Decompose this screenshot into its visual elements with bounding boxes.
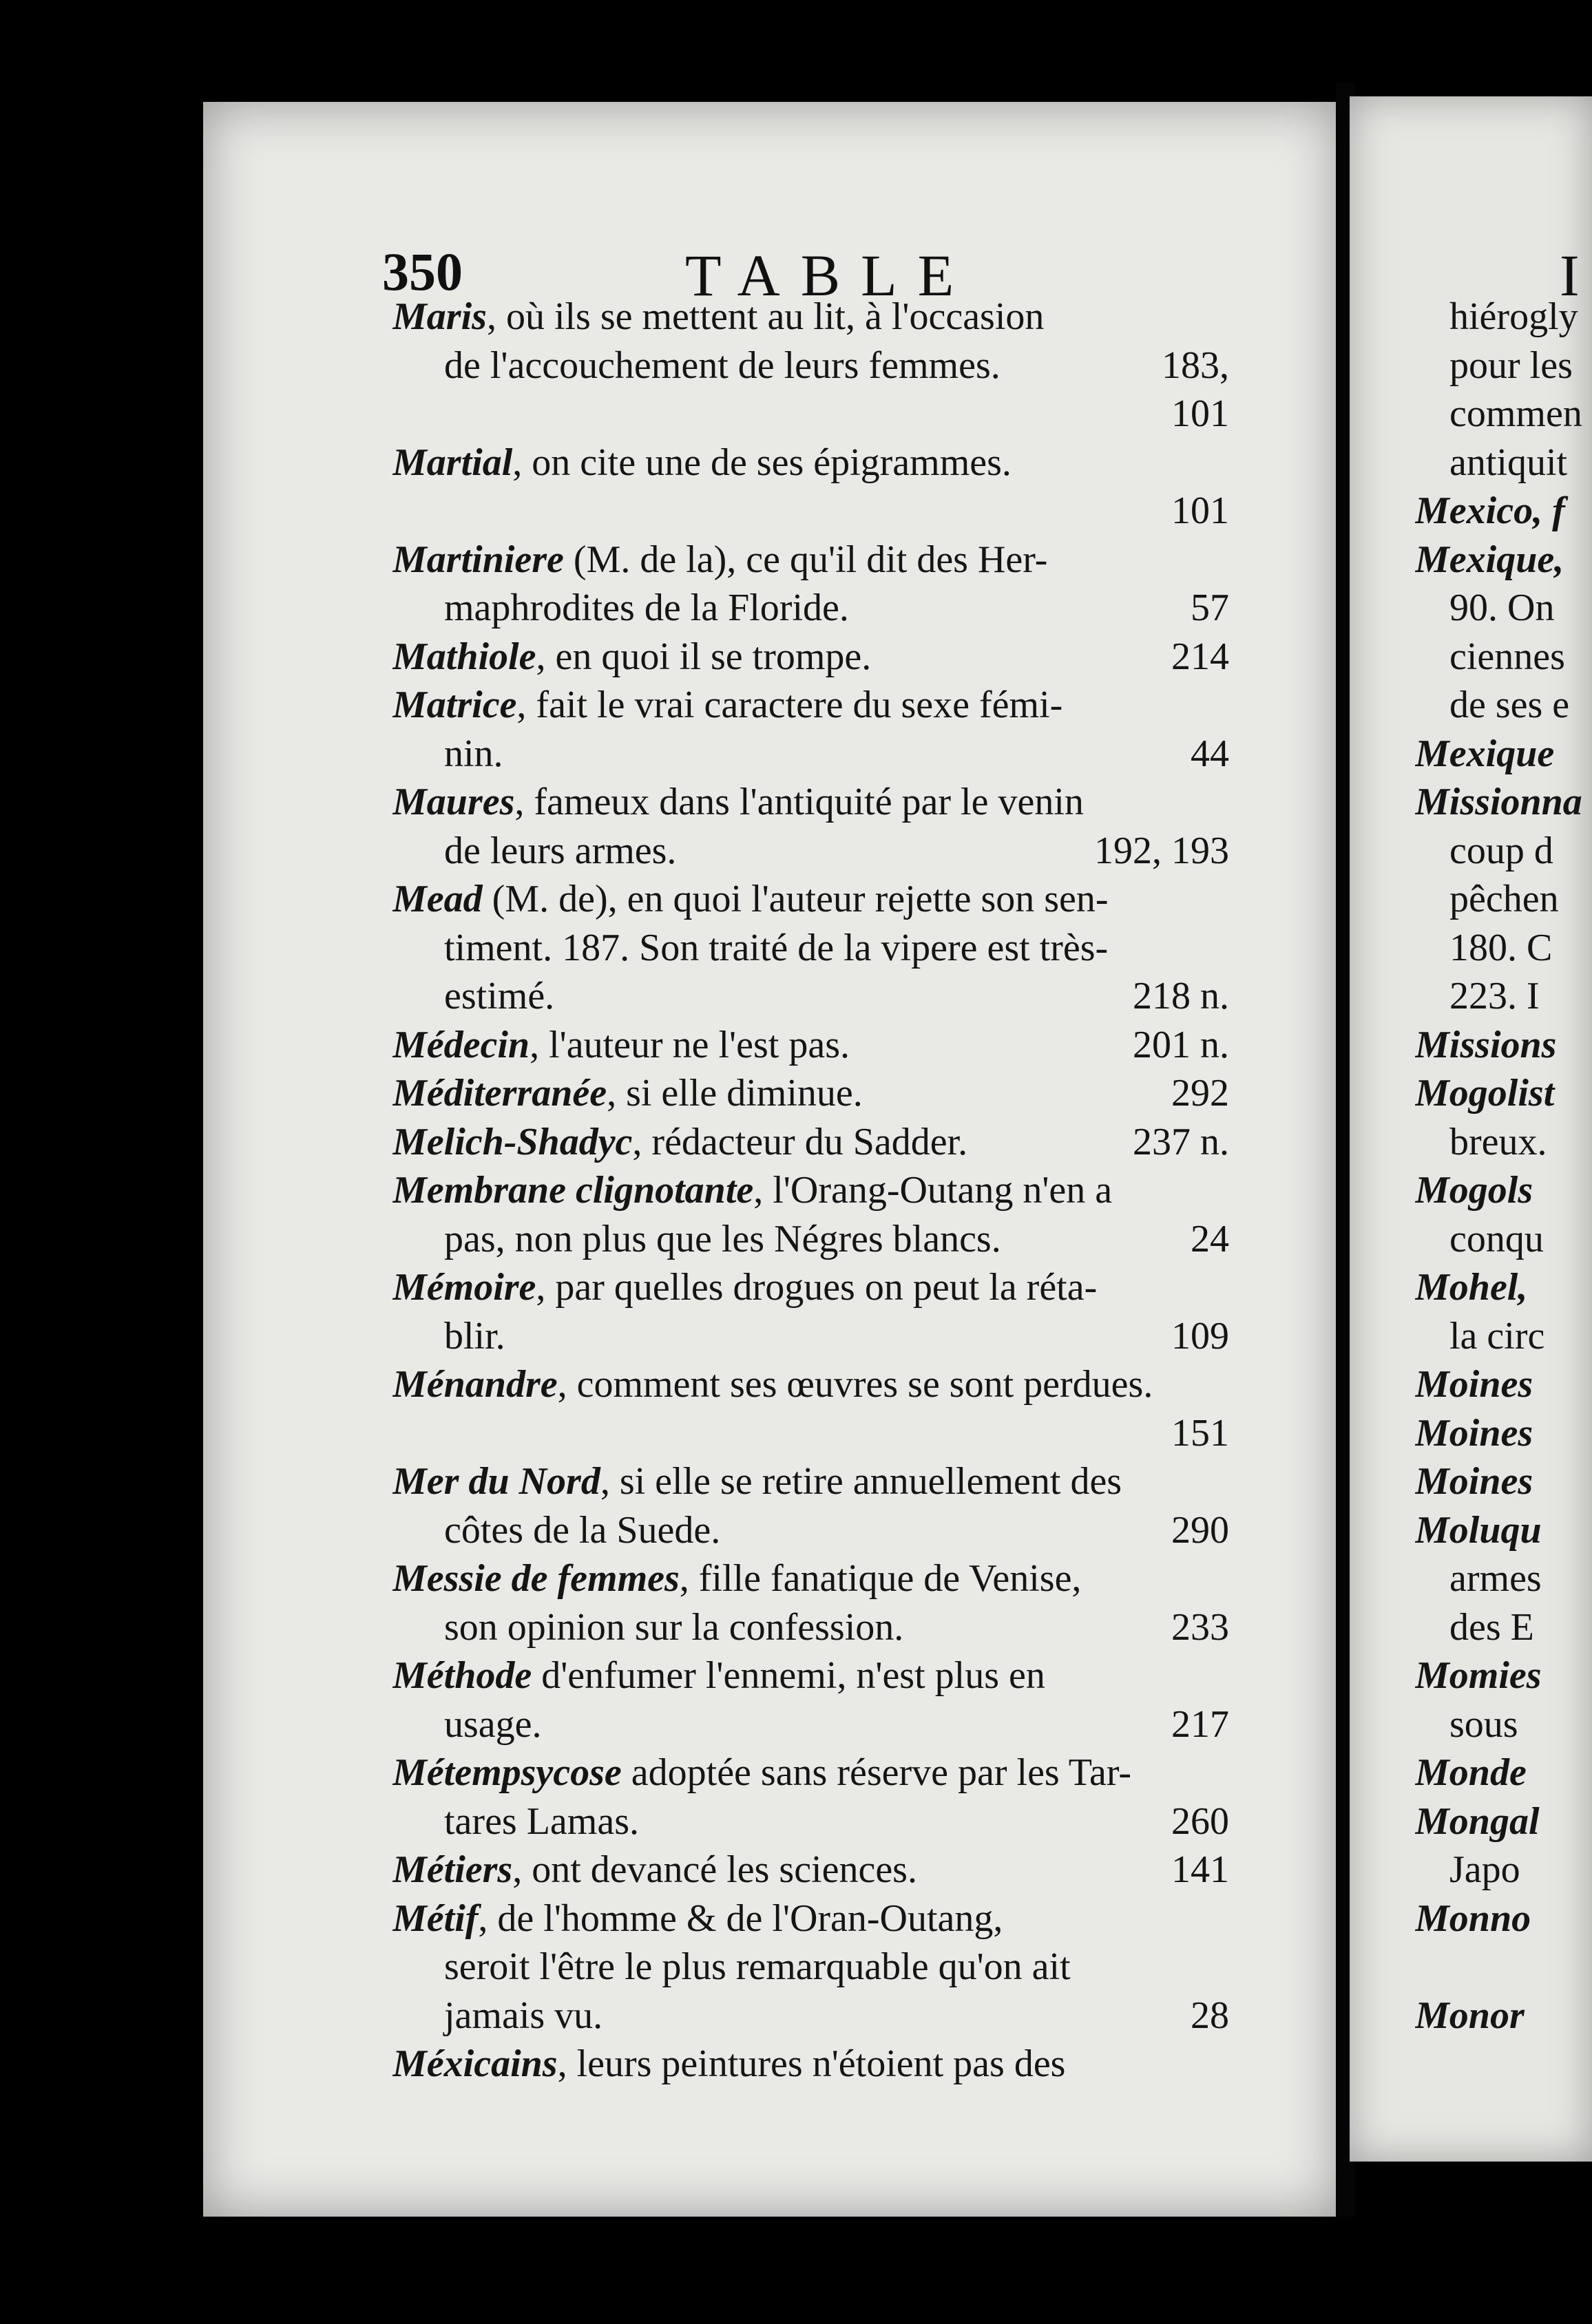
entry-page-ref: 217 bbox=[1171, 1702, 1229, 1746]
right-page-line: antiquit bbox=[1449, 441, 1568, 484]
index-line bbox=[392, 1603, 1229, 1652]
index-line bbox=[392, 293, 1229, 341]
index-line bbox=[392, 1749, 1229, 1797]
right-page-line: des E bbox=[1449, 1605, 1534, 1649]
right-page-line: pêchen bbox=[1449, 878, 1559, 920]
right-page-line bbox=[1415, 1943, 1592, 1992]
index-line bbox=[392, 1651, 1229, 1700]
entry-page-ref: 101 bbox=[1171, 392, 1229, 435]
entry-text: , on cite une de ses épigrammes. bbox=[512, 441, 1012, 484]
entry-text: , leurs peintures n'étoient pas des bbox=[557, 2042, 1066, 2085]
entry-headword: Ménandre bbox=[392, 1363, 558, 1406]
index-line bbox=[392, 875, 1229, 924]
right-page-line: 90. On bbox=[1449, 587, 1555, 629]
right-page-line: Moines bbox=[1415, 1363, 1533, 1406]
entry-text: , où ils se mettent au lit, à l'occasion bbox=[486, 295, 1045, 338]
right-page-running-title: I bbox=[1560, 242, 1580, 308]
index-line bbox=[392, 439, 1229, 487]
entry-page-ref: 260 bbox=[1171, 1799, 1229, 1843]
entry-headword: Matrice bbox=[392, 684, 517, 726]
entry-headword: Médecin bbox=[392, 1023, 530, 1066]
index-line bbox=[392, 827, 1229, 876]
right-page-line: armes bbox=[1449, 1557, 1542, 1600]
entry-headword: Métiers bbox=[392, 1848, 513, 1891]
entry-page-ref: 237 n. bbox=[1133, 1120, 1229, 1163]
index-entries bbox=[392, 293, 1229, 2089]
right-page-line: Mogols bbox=[1415, 1169, 1533, 1212]
index-line bbox=[392, 1797, 1229, 1846]
entry-headword: Membrane clignotante bbox=[392, 1169, 754, 1212]
right-page-line: pour les bbox=[1449, 344, 1573, 387]
entry-text: son opinion sur la confession. bbox=[444, 1605, 904, 1649]
right-page-line: Moines bbox=[1415, 1411, 1533, 1455]
right-page-line: coup d bbox=[1449, 829, 1553, 872]
page-number: 350 bbox=[382, 242, 463, 302]
right-page-line: Moines bbox=[1415, 1460, 1533, 1503]
entry-page-ref: 109 bbox=[1171, 1314, 1229, 1358]
entry-text: , comment ses œuvres se sont perdues. bbox=[557, 1363, 1153, 1406]
entry-text: timent. 187. Son traité de la vipere est très- bbox=[444, 926, 1109, 969]
right-page-line: Mexique bbox=[1415, 732, 1555, 775]
index-line bbox=[392, 1021, 1229, 1070]
entry-text: jamais vu. bbox=[444, 1994, 603, 2037]
entry-text: de leurs armes. bbox=[444, 829, 677, 872]
entry-headword: Messie de femmes bbox=[392, 1557, 680, 1600]
entry-text: tares Lamas. bbox=[444, 1799, 639, 1843]
right-page-line: Mogolist bbox=[1415, 1072, 1555, 1115]
index-line bbox=[392, 778, 1229, 827]
right-page-line: 223. I bbox=[1449, 975, 1540, 1017]
entry-text: , si elle se retire annuellement des bbox=[600, 1460, 1122, 1503]
index-line bbox=[392, 584, 1229, 633]
right-page-line: Missions bbox=[1415, 1023, 1557, 1066]
right-page-line: Japo bbox=[1449, 1848, 1520, 1891]
right-page-line: Monno bbox=[1415, 1897, 1531, 1940]
entry-headword: Mathiole bbox=[392, 635, 536, 678]
index-line bbox=[392, 536, 1229, 584]
entry-text: , fille fanatique de Venise, bbox=[679, 1557, 1082, 1600]
entry-headword: Martial bbox=[392, 441, 513, 484]
entry-text: , l'Orang-Outang n'en a bbox=[753, 1169, 1113, 1212]
entry-page-ref: 218 n. bbox=[1133, 975, 1229, 1017]
entry-text: estimé. bbox=[444, 975, 555, 1017]
entry-headword: Méditerranée bbox=[392, 1072, 607, 1115]
entry-text: , fait le vrai caractere du sexe fémi- bbox=[516, 684, 1063, 726]
entry-text: maphrodites de la Floride. bbox=[444, 587, 849, 629]
right-page-line: ciennes bbox=[1449, 635, 1565, 678]
right-page-line: Mexico, f bbox=[1415, 489, 1565, 532]
entry-text: seroit l'être le plus remarquable qu'on ait bbox=[444, 1945, 1071, 1988]
right-page-line: Mohel, bbox=[1415, 1266, 1528, 1309]
entry-headword: Mer du Nord bbox=[392, 1460, 600, 1503]
right-page-line: Monor bbox=[1415, 1994, 1525, 2037]
index-line bbox=[392, 1166, 1229, 1215]
entry-headword: Maures bbox=[392, 781, 515, 823]
entry-text: , l'auteur ne l'est pas. bbox=[530, 1023, 850, 1066]
right-page-line: conqu bbox=[1449, 1217, 1544, 1260]
entry-text: d'enfumer l'ennemi, n'est plus en bbox=[532, 1654, 1045, 1697]
entry-text: , en quoi il se trompe. bbox=[536, 635, 872, 678]
entry-page-ref: 57 bbox=[1191, 587, 1229, 629]
index-line bbox=[392, 924, 1229, 973]
entry-headword: Martiniere bbox=[392, 538, 564, 581]
right-page-line: commen bbox=[1449, 392, 1582, 435]
index-line bbox=[392, 1700, 1229, 1749]
index-line bbox=[392, 1846, 1229, 1894]
right-page-line: Mongal bbox=[1415, 1799, 1540, 1843]
entry-text: adoptée sans réserve par les Tar- bbox=[621, 1751, 1132, 1794]
entry-text: nin. bbox=[444, 732, 503, 775]
index-line bbox=[392, 1554, 1229, 1603]
right-page-line: Moluqu bbox=[1415, 1508, 1542, 1552]
entry-page-ref: 151 bbox=[1171, 1411, 1229, 1455]
right-page-line: Momies bbox=[1415, 1654, 1542, 1697]
right-page-line: Monde bbox=[1415, 1751, 1527, 1794]
index-line bbox=[392, 681, 1229, 730]
entry-text: , par quelles drogues on peut la réta- bbox=[536, 1266, 1098, 1309]
index-line bbox=[392, 1263, 1229, 1312]
entry-headword: Mémoire bbox=[392, 1266, 536, 1309]
index-line bbox=[392, 1409, 1229, 1458]
entry-page-ref: 101 bbox=[1171, 489, 1229, 532]
entry-text: (M. de la), ce qu'il dit des Her- bbox=[563, 538, 1048, 581]
entry-page-ref: 24 bbox=[1191, 1217, 1229, 1260]
right-page-line: Missionna bbox=[1415, 781, 1582, 823]
entry-text: , rédacteur du Sadder. bbox=[632, 1120, 968, 1163]
entry-headword: Métif bbox=[392, 1897, 479, 1940]
index-line bbox=[392, 1894, 1229, 1943]
entry-text: , ont devancé les sciences. bbox=[512, 1848, 917, 1891]
entry-headword: Melich-Shadyc bbox=[392, 1120, 633, 1163]
right-page-line: la circ bbox=[1449, 1314, 1545, 1358]
index-line bbox=[392, 487, 1229, 536]
index-line bbox=[392, 1360, 1229, 1409]
entry-text: (M. de), en quoi l'auteur rejette son sen- bbox=[482, 878, 1109, 920]
index-line bbox=[392, 972, 1229, 1021]
entry-headword: Méthode bbox=[392, 1654, 532, 1697]
index-line bbox=[392, 1069, 1229, 1118]
entry-text: , si elle diminue. bbox=[607, 1072, 863, 1115]
index-line bbox=[392, 1215, 1229, 1264]
entry-headword: Métempsycose bbox=[392, 1751, 622, 1794]
index-line bbox=[392, 1457, 1229, 1506]
entry-page-ref: 214 bbox=[1171, 635, 1229, 678]
entry-text: , fameux dans l'antiquité par le venin bbox=[514, 781, 1084, 823]
entry-page-ref: 141 bbox=[1171, 1848, 1229, 1891]
entry-headword: Mead bbox=[392, 878, 483, 920]
index-line bbox=[392, 390, 1229, 439]
index-line bbox=[392, 2040, 1229, 2089]
index-line bbox=[392, 633, 1229, 682]
entry-headword: Maris bbox=[392, 295, 487, 338]
entry-text: pas, non plus que les Négres blancs. bbox=[444, 1217, 1001, 1260]
entry-text: usage. bbox=[444, 1702, 542, 1746]
entry-page-ref: 192, 193 bbox=[1094, 829, 1229, 872]
index-line bbox=[392, 1992, 1229, 2040]
entry-text: blir. bbox=[444, 1314, 505, 1358]
entry-text: , de l'homme & de l'Oran-Outang, bbox=[478, 1897, 1003, 1940]
entry-page-ref: 28 bbox=[1191, 1994, 1229, 2037]
entry-page-ref: 201 n. bbox=[1133, 1023, 1229, 1066]
right-page-line: breux. bbox=[1449, 1120, 1547, 1163]
index-line bbox=[392, 1943, 1229, 1992]
entry-page-ref: 183, bbox=[1162, 344, 1229, 387]
right-page-line: sous bbox=[1449, 1702, 1518, 1746]
right-page-line: de ses e bbox=[1449, 684, 1570, 726]
entry-text: côtes de la Suede. bbox=[444, 1508, 721, 1552]
entry-page-ref: 292 bbox=[1171, 1072, 1229, 1115]
right-page-entries bbox=[1415, 293, 1592, 2040]
right-page-line: hiérogly bbox=[1449, 295, 1578, 338]
entry-headword: Méxicains bbox=[392, 2042, 558, 2085]
index-line bbox=[392, 1118, 1229, 1167]
index-line bbox=[392, 1312, 1229, 1361]
index-line bbox=[392, 341, 1229, 390]
right-page-line: Mexique, bbox=[1415, 538, 1564, 581]
entry-page-ref: 290 bbox=[1171, 1508, 1229, 1552]
right-page-line: 180. C bbox=[1449, 926, 1553, 969]
index-line bbox=[392, 730, 1229, 779]
entry-text: de l'accouchement de leurs femmes. bbox=[444, 344, 1001, 387]
entry-page-ref: 233 bbox=[1171, 1605, 1229, 1649]
running-title: TABLE bbox=[685, 242, 975, 308]
entry-page-ref: 44 bbox=[1191, 732, 1229, 775]
index-line bbox=[392, 1506, 1229, 1555]
